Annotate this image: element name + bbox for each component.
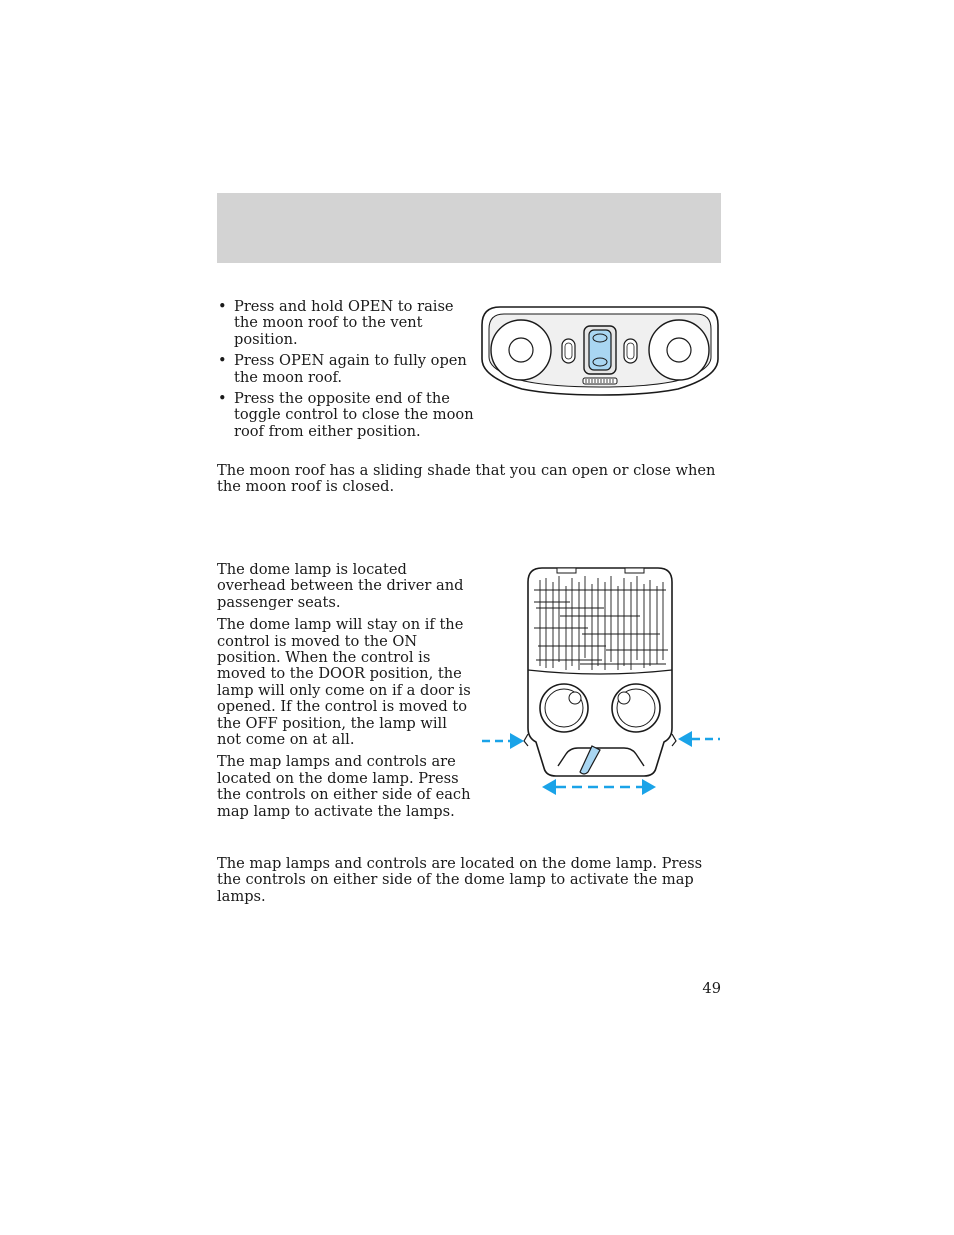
page-number: 49 xyxy=(702,980,721,997)
sliding-shade-paragraph: The moon roof has a sliding shade that you can open or close when the moon roof is closed. xyxy=(217,462,716,496)
dome-lamp-illustration xyxy=(478,562,724,804)
paragraph: The dome lamp will stay on if the control is moved to the ON position. When the control is moved to the DOOR position, the lamp will only come on if a door is opened. If the control is moved to the OFF position, the lamp will not come on at all. xyxy=(217,616,471,749)
dome-lamp-description xyxy=(217,562,475,826)
list-item xyxy=(217,353,475,386)
moon-roof-instructions xyxy=(217,299,475,445)
bullet-text: Press OPEN again to fully open the moon roof. xyxy=(234,352,467,386)
section-header-band xyxy=(217,193,721,263)
bullet-icon: • xyxy=(218,298,227,315)
list-item xyxy=(217,299,475,348)
paragraph: The map lamps and controls are located on the dome lamp. Press the controls on either side of each map lamp to activate the lamps. xyxy=(217,753,471,820)
bullet-text: Press the opposite end of the toggle control to close the moon roof from either position. xyxy=(234,390,474,440)
map-lamps-paragraph: The map lamps and controls are located on the dome lamp. Press the controls on either side of the dome lamp to activate the map lamps. xyxy=(217,855,703,905)
moon-roof-console-illustration xyxy=(478,305,722,401)
bullet-text: Press and hold OPEN to raise the moon roof to the vent position. xyxy=(234,298,454,348)
bullet-icon: • xyxy=(218,390,227,408)
paragraph: The dome lamp is located overhead between the driver and passenger seats. xyxy=(217,561,464,611)
list-item xyxy=(217,391,475,440)
bullet-icon: • xyxy=(218,352,227,370)
